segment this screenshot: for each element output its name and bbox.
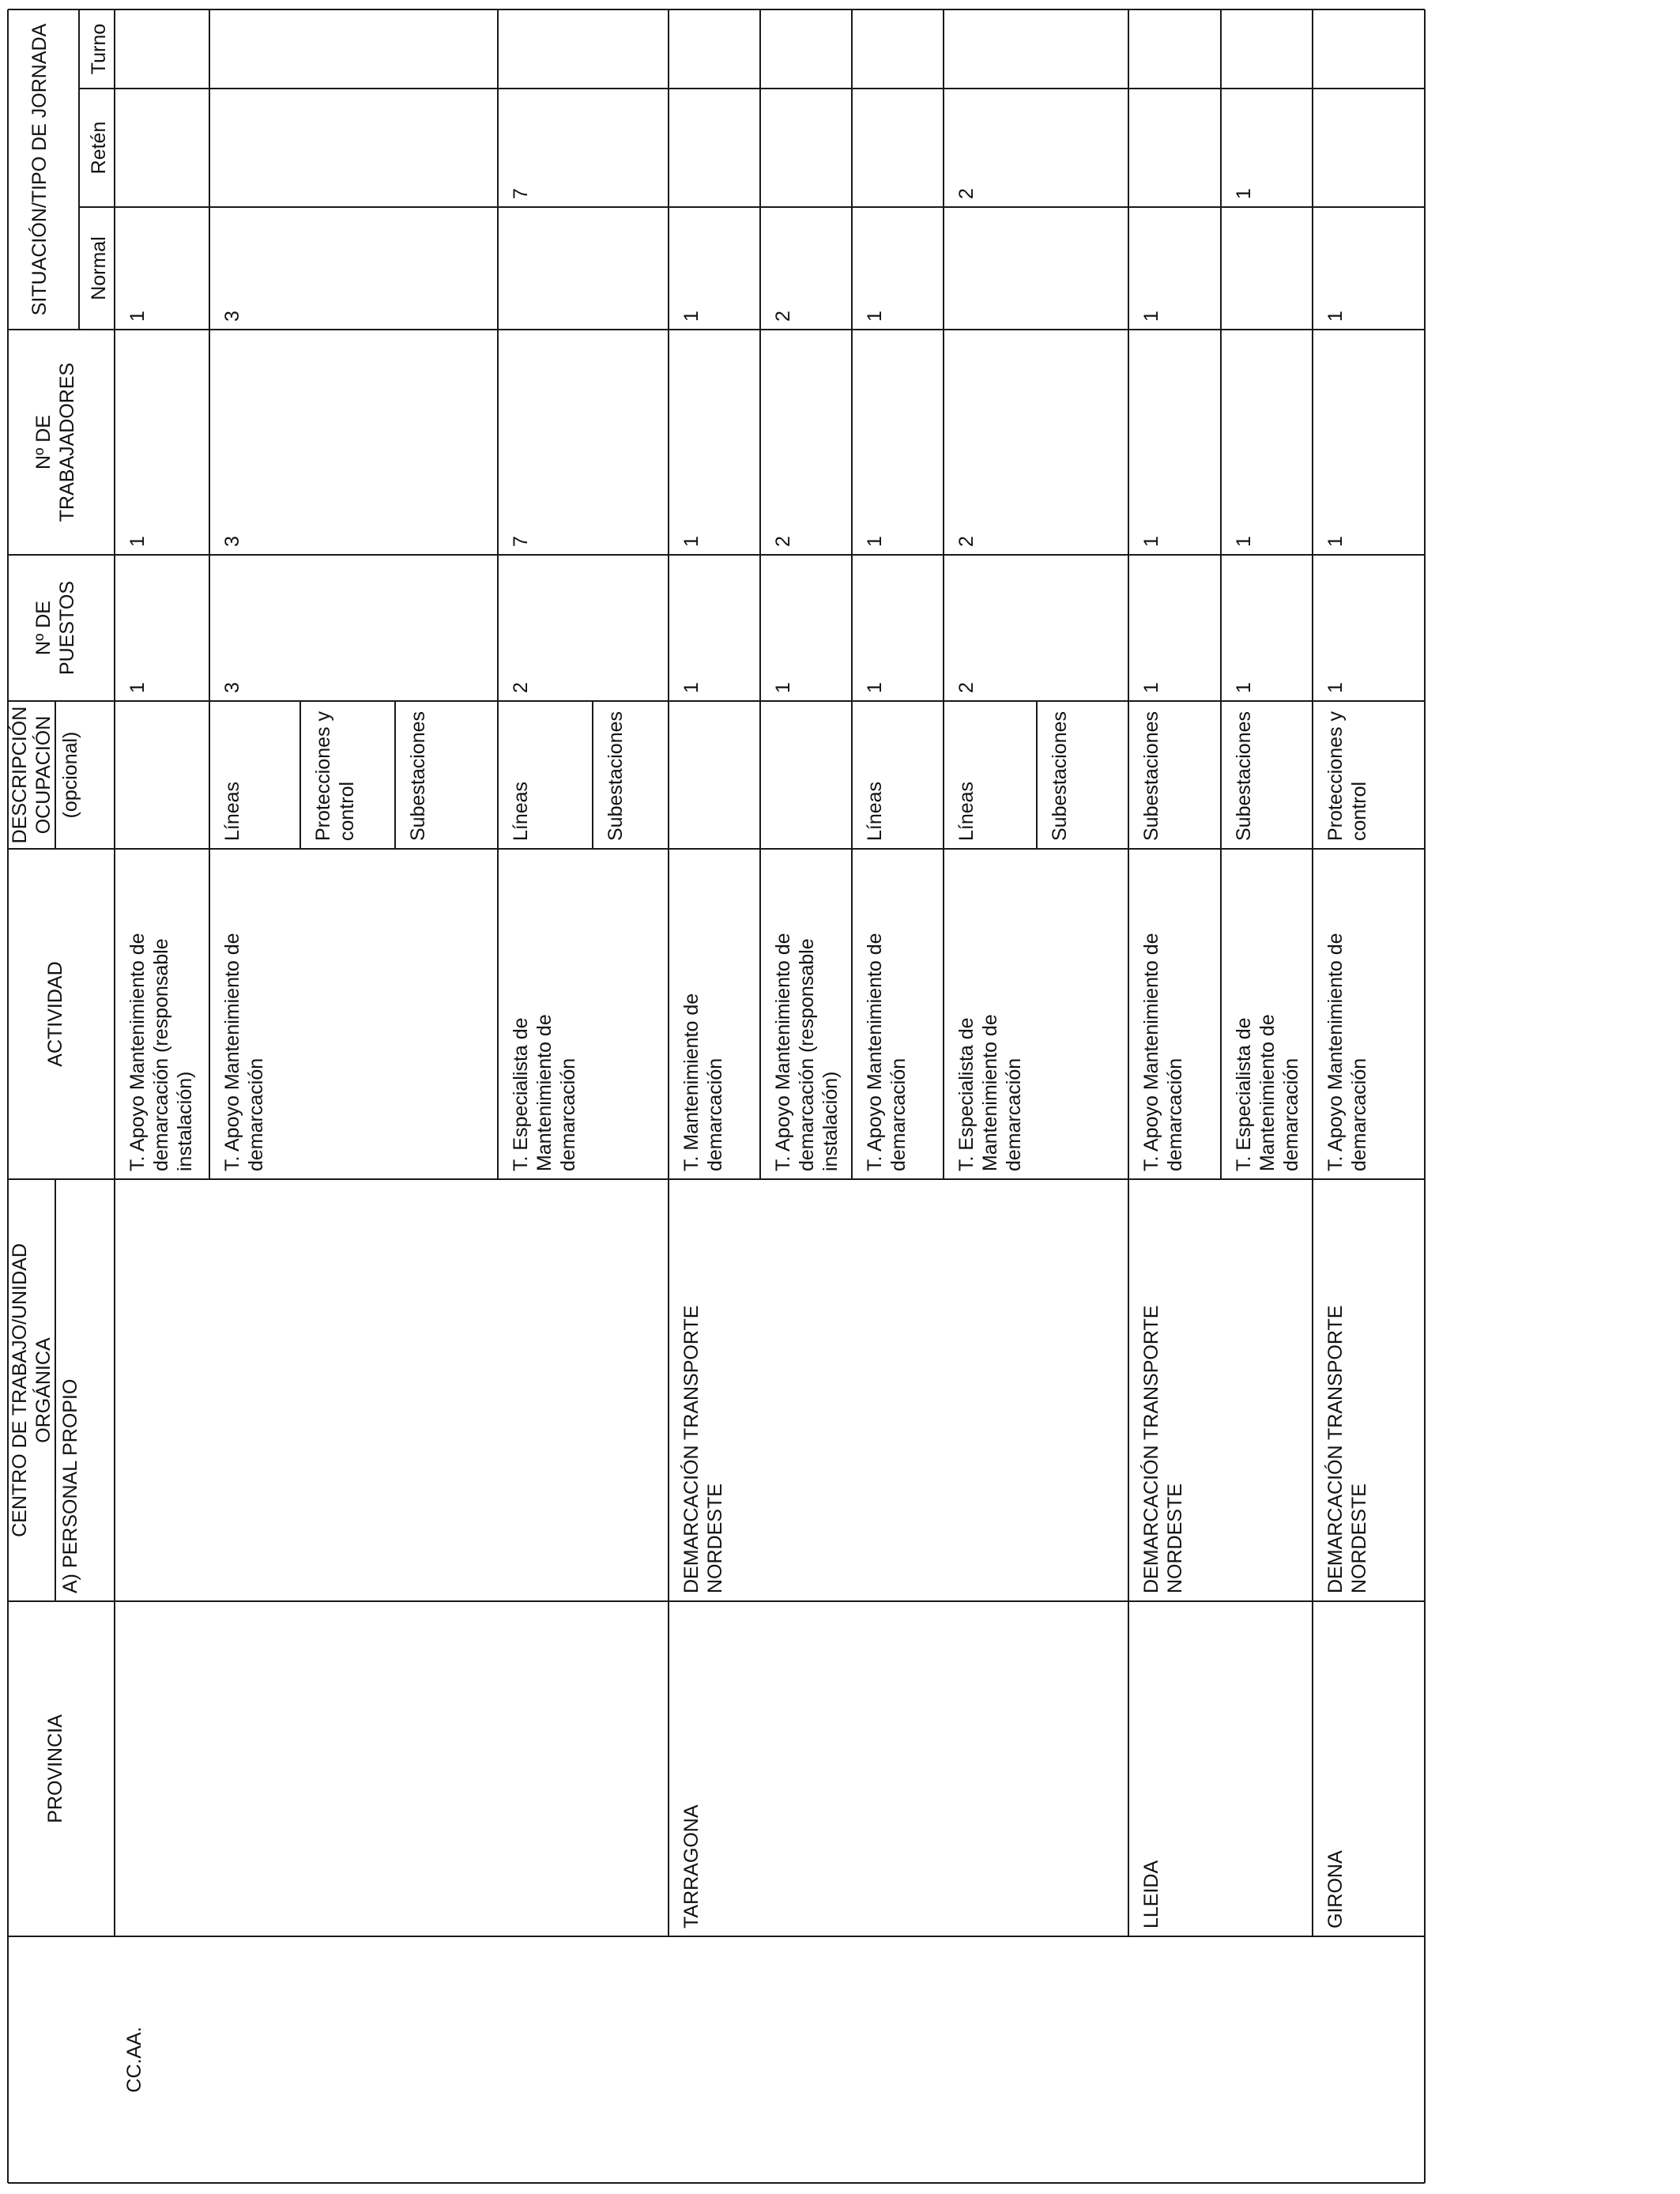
cell-trabajadores: 1 [1324,536,1347,547]
cell-provincia: LLEIDA [1140,1860,1162,1928]
header-actividad: ACTIVIDAD [44,961,66,1067]
cell-puestos: 1 [1140,682,1162,693]
row-divider [497,9,499,1179]
row-divider [943,9,944,1179]
cell-descripcion: Subestaciones [605,711,627,841]
subcell-divider [394,701,396,849]
cell-descripcion: Protecciones y control [312,711,358,841]
staffing-table [8,9,1430,2183]
cell-reten: 1 [1233,188,1255,199]
column-divider [79,206,1425,208]
row-divider [668,1179,669,1936]
cell-trabajadores: 7 [510,536,532,547]
cell-actividad: T. Especialista de Mantenimiento de demarcación [955,1014,1025,1171]
table-border-top [7,9,9,2183]
cell-centro: DEMARCACIÓN TRANSPORTE NORDESTE [1324,1305,1370,1593]
header-situacion: SITUACIÓN/TIPO DE JORNADA [28,23,51,316]
cell-reten: 2 [955,188,977,199]
cell-descripcion: Subestaciones [407,711,429,841]
cell-descripcion: Subestaciones [1049,711,1071,841]
cell-actividad: T. Apoyo Mantenimiento de demarcación [1324,933,1370,1171]
header-reten: Retén [88,121,110,175]
cell-puestos: 1 [772,682,794,693]
cell-reten: 7 [510,188,532,199]
header-centro-sub: A) PERSONAL PROPIO [59,1378,81,1593]
header-divider [78,9,80,330]
cell-descripcion: Líneas [510,781,532,841]
cell-provincia: GIRONA [1324,1850,1347,1928]
header-divider [114,9,115,1936]
column-divider [8,1178,1425,1180]
row-divider [1220,9,1222,1179]
cell-actividad: T. Especialista de Mantenimiento de demarcación [1233,1014,1302,1171]
cell-descripcion: Protecciones y control [1324,711,1370,841]
cell-trabajadores: 3 [221,536,243,547]
cell-descripcion: Líneas [864,781,886,841]
row-divider [668,9,669,1179]
row-divider [1128,1179,1129,1936]
cell-actividad: T. Apoyo Mantenimiento de demarcación [1140,933,1186,1171]
cell-normal: 1 [1140,311,1162,322]
cell-puestos: 1 [1324,682,1347,693]
cell-puestos: 1 [1233,682,1255,693]
cell-trabajadores: 2 [955,536,977,547]
header-provincia: PROVINCIA [44,1714,66,1823]
cell-trabajadores: 1 [680,536,703,547]
row-divider [1312,9,1313,1179]
cell-descripcion: Subestaciones [1140,711,1162,841]
column-divider [79,88,1425,89]
cell-trabajadores: 2 [772,536,794,547]
header-turno: Turno [88,23,110,75]
cell-normal: 1 [680,311,703,322]
cell-normal: 1 [1324,311,1347,322]
cell-trabajadores: 1 [1140,536,1162,547]
cell-actividad: T. Apoyo Mantenimiento de demarcación (responsable instalación) [126,933,196,1171]
table-border-right [8,9,1425,10]
cell-actividad: T. Apoyo Mantenimiento de demarcación [221,933,267,1171]
cell-descripcion: Líneas [221,781,243,841]
cell-normal: 2 [772,311,794,322]
column-divider [8,554,1425,556]
header-ccaa: CC.AA. [123,2026,145,2093]
header-normal: Normal [88,236,110,300]
row-divider [851,9,853,1179]
cell-centro: DEMARCACIÓN TRANSPORTE NORDESTE [680,1305,726,1593]
column-divider [8,329,1425,330]
cell-actividad: T. Apoyo Mantenimiento de demarcación [864,933,910,1171]
cell-trabajadores: 1 [1233,536,1255,547]
cell-normal: 1 [864,311,886,322]
cell-normal: 3 [221,311,243,322]
column-divider [8,700,1425,702]
header-descripcion-sub: (opcional) [59,731,81,819]
cell-centro: DEMARCACIÓN TRANSPORTE NORDESTE [1140,1305,1186,1593]
table-border-bottom [1424,9,1426,2183]
header-trabajadores: Nº DE TRABAJADORES [32,362,78,522]
subcell-divider [1036,701,1038,849]
subcell-divider [299,701,301,849]
cell-descripcion: Subestaciones [1233,711,1255,841]
header-puestos: Nº DE PUESTOS [32,580,78,676]
row-divider [209,9,210,1179]
cell-puestos: 1 [126,682,149,693]
row-divider [1312,1179,1313,1936]
cell-actividad: T. Especialista de Mantenimiento de demarcación [510,1014,579,1171]
column-divider [8,1600,1425,1602]
subcell-divider [592,701,593,849]
row-divider [1128,9,1129,1179]
cell-descripcion: Líneas [955,781,977,841]
cell-puestos: 1 [864,682,886,693]
header-centro: CENTRO DE TRABAJO/UNIDAD ORGÁNICA [9,1243,55,1537]
cell-puestos: 2 [955,682,977,693]
cell-puestos: 1 [680,682,703,693]
cell-puestos: 2 [510,682,532,693]
cell-actividad: T. Mantenimiento de demarcación [680,993,726,1171]
cell-trabajadores: 1 [126,536,149,547]
cell-puestos: 3 [221,682,243,693]
cell-trabajadores: 1 [864,536,886,547]
cell-normal: 1 [126,311,149,322]
header-descripcion: DESCRIPCIÓN OCUPACIÓN [9,706,55,844]
column-divider [8,848,1425,850]
cell-actividad: T. Apoyo Mantenimiento de demarcación (responsable instalación) [772,933,842,1171]
cell-provincia: TARRAGONA [680,1804,703,1928]
row-divider [759,9,761,1179]
